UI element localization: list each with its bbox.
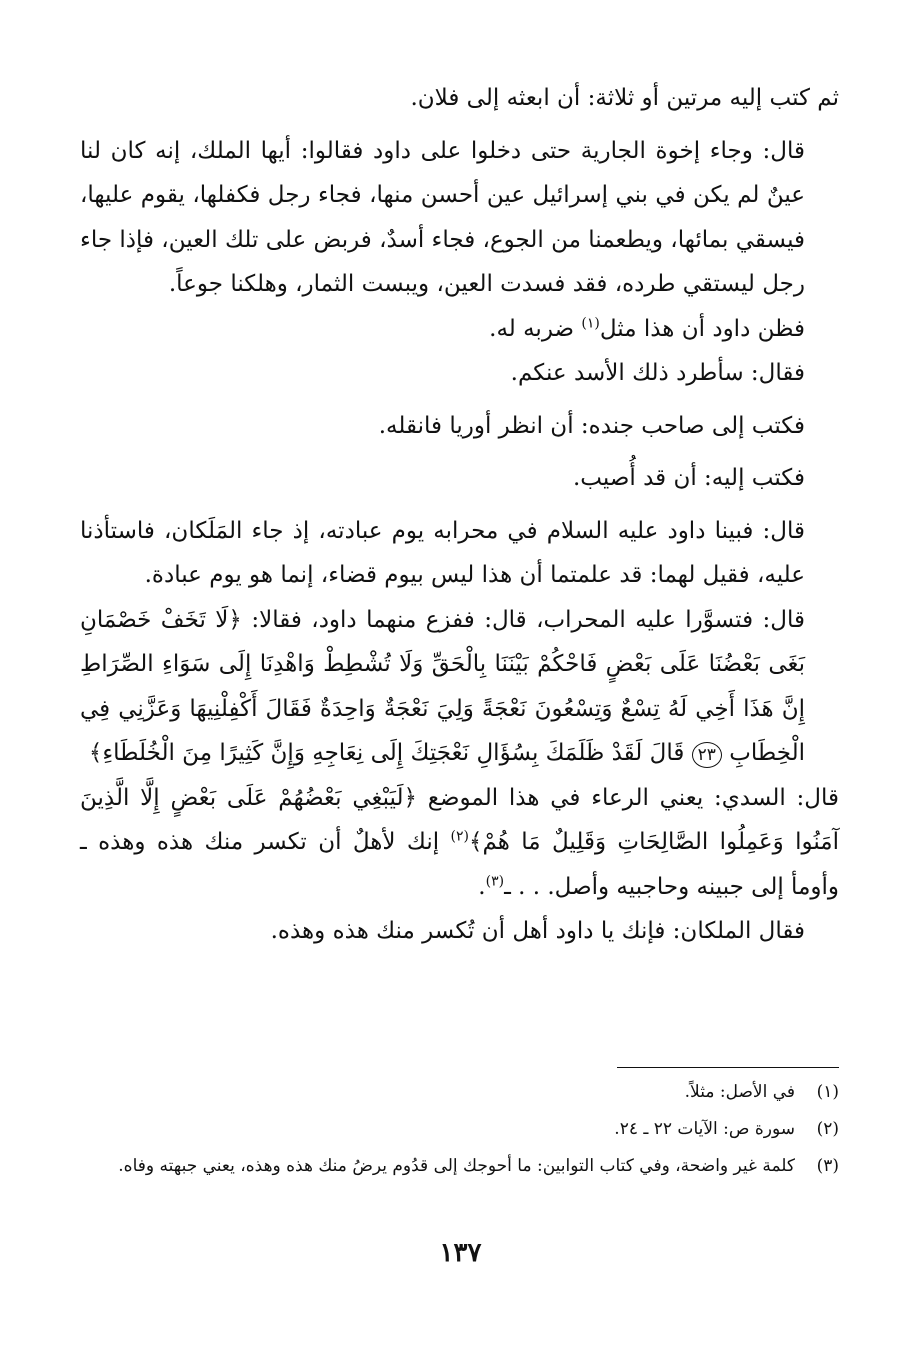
- quran-verse: ﴿لَا تَخَفْ خَصْمَانِ بَغَى بَعْضُنَا عَلَى بَعْضٍ فَاحْكُمْ بَيْنَنَا بِالْحَقِّ وَلَا تُشْطِطْ وَاهْدِنَا إِلَى سَوَاءِ الصِّرَاطِ إِنَّ هَذَا أَخِي لَهُ تِسْعٌ وَتِسْعُونَ نَعْجَةً وَلِيَ نَعْجَةٌ وَاحِدَةٌ فَقَالَ أَكْفِلْنِيهَا وَعَزَّنِي فِي الْخِطَابِ: [80, 606, 805, 766]
- footnote-separator: [617, 1067, 839, 1068]
- footnote-number: (٣): [816, 1156, 839, 1176]
- paragraph: فكتب إلى صاحب جنده: أن انظر أوريا فانقله.: [378, 412, 805, 439]
- footnote-number: (١): [816, 1082, 839, 1102]
- paragraph: فقال الملكان: فإنك يا داود أهل أن تُكسر منك هذه وهذه.: [270, 918, 805, 944]
- page-number: ١٣٧: [439, 1238, 482, 1268]
- paragraph-text: قال: فتسوَّرا عليه المحراب، قال: ففزع منهما داود، فقالا:: [241, 606, 805, 633]
- ayah-number-marker: ٢٣: [692, 742, 722, 768]
- footnote-text: في الأصل: مثلاً.: [684, 1082, 795, 1102]
- footnote-text: كلمة غير واضحة، وفي كتاب التوابين: ما أحوجك إلى قدُوم يرضُ منك هذه وهذه، يعني جبهته وفاه.: [118, 1156, 795, 1176]
- paragraph-text: ضربه له.: [489, 315, 582, 342]
- paragraph-text: قال: السدي: يعني الرعاء في هذا الموضع: [416, 784, 839, 811]
- footnote-number: (٢): [816, 1119, 839, 1139]
- paragraph: قال: وجاء إخوة الجارية حتى دخلوا على داود فقالوا: أيها الملك، إنه كان لنا عينٌ لم يكن في بني إسرائيل عين أحسن منها، فجاء رجل فكفلها، يقوم عليها، فيسقي بمائها، ويطعمنا من الجوع، فجاء أسدٌ، فربض على تلك العين، فإذا جاء رجل ليستقي طرده، فقد فسدت العين، ويبست الثمار، وهلكنا جوعاً.: [80, 137, 805, 297]
- footnote-reference[interactable]: (٢): [450, 828, 469, 845]
- paragraph: [80, 598, 839, 776]
- quran-verse: ﴿لَيَبْغِي بَعْضُهُمْ عَلَى بَعْضٍ إِلَّا الَّذِينَ آمَنُوا وَعَمِلُوا الصَّالِحَاتِ وَقَلِيلٌ مَا هُمْ﴾: [80, 784, 840, 855]
- footnote-reference[interactable]: (٣): [485, 872, 505, 889]
- paragraph: ثم كتب إليه مرتين أو ثلاثة: أن ابعثه إلى فلان.: [410, 85, 839, 111]
- paragraph: قال: فبينا داود عليه السلام في محرابه يوم عبادته، إذ جاء المَلَكان، فاستأذنا عليه، فقيل لهما: قد علمتما أن هذا ليس بيوم قضاء، إنما هو يوم عبادة.: [80, 517, 805, 588]
- footnote-text: سورة ص: الآيات ٢٢ ـ ٢٤.: [614, 1119, 795, 1139]
- paragraph-text: إنك لأهلٌ أن تكسر منك هذه وهذه ـ وأومأ إلى جبينه وحاجبيه وأصل. . . ـ: [80, 829, 839, 900]
- paragraph: فكتب إليه: أن قد أُصيب.: [573, 465, 805, 491]
- main-text: [80, 76, 839, 954]
- quran-verse: قَالَ لَقَدْ ظَلَمَكَ بِسُؤَالِ نَعْجَتِكَ إِلَى نِعَاجِهِ وَإِنَّ كَثِيرًا مِنَ الْخُلَطَاءِ﴾: [88, 740, 685, 766]
- paragraph: [80, 776, 839, 910]
- footnote: [80, 1077, 839, 1108]
- paragraph: فقال: سأطرد ذلك الأسد عنكم.: [510, 360, 805, 386]
- footnote: [80, 1114, 839, 1145]
- paragraph-text: .: [478, 873, 486, 900]
- footnotes: [80, 1077, 839, 1188]
- paragraph: [80, 307, 839, 352]
- paragraph-text: فظن داود أن هذا مثل: [599, 315, 805, 342]
- footnote-reference[interactable]: (١): [581, 314, 600, 331]
- footnote: [80, 1151, 839, 1182]
